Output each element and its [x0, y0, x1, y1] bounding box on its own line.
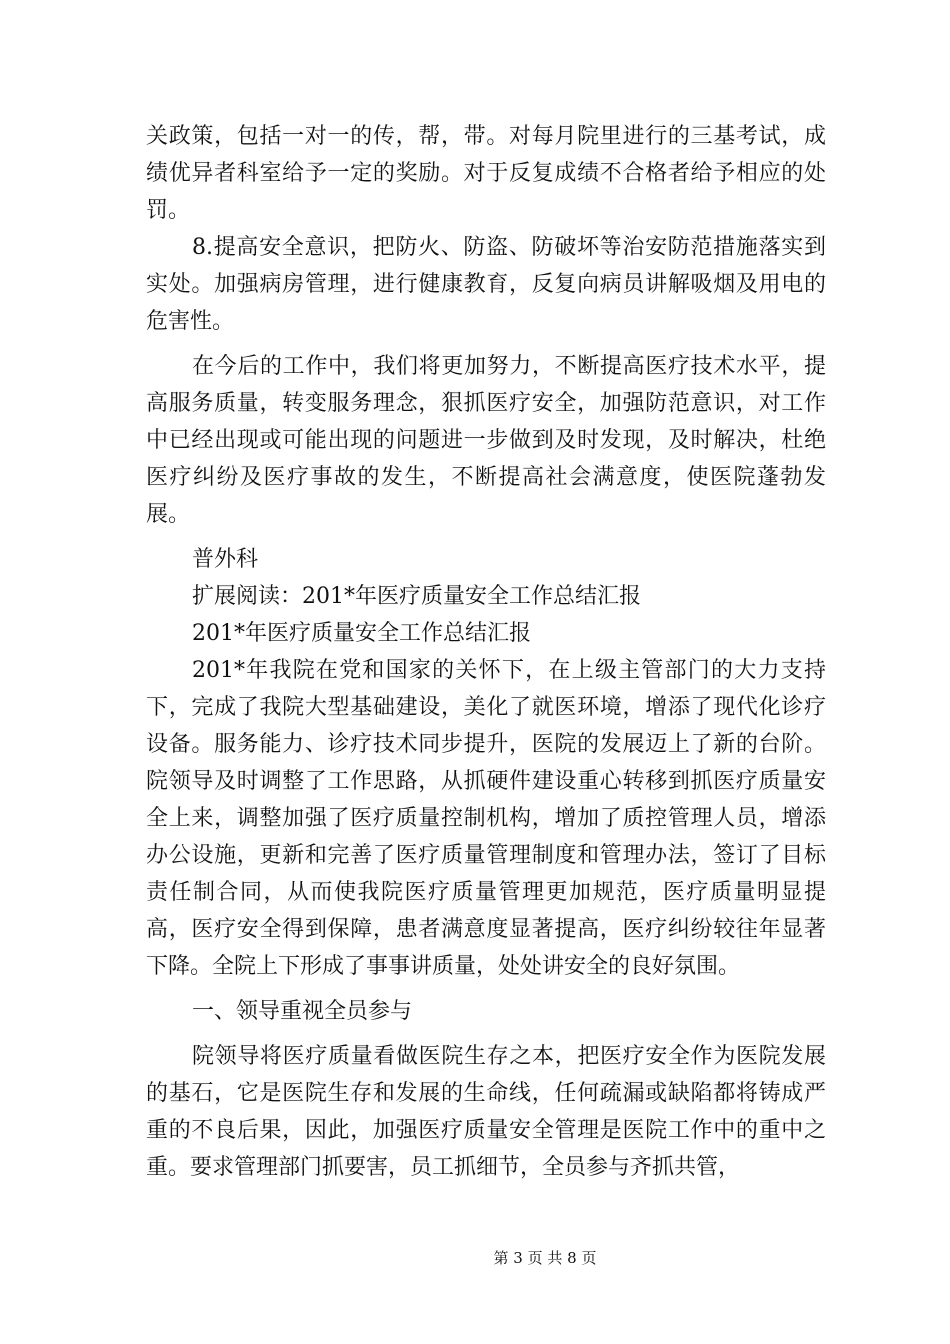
page-number: 第 3 页 共 8 页 — [493, 1249, 597, 1267]
section-heading-1: 一、领导重视全员参与 — [192, 999, 413, 1024]
paragraph-continuation: 关政策，包括一对一的传，帮，带。对每月院里进行的三基考试，成绩优异者科室给予一定的奖励。对于反复成绩不合格者给予相应的处罚。 — [146, 124, 826, 223]
page-footer — [0, 1247, 950, 1268]
report-title: 201*年医疗质量安全工作总结汇报 — [192, 621, 531, 646]
extended-reading-line: 扩展阅读：201*年医疗质量安全工作总结汇报 — [192, 584, 641, 609]
department-signature: 普外科 — [192, 547, 259, 572]
document-body — [146, 118, 826, 1186]
paragraph-section-1: 院领导将医疗质量看做医院生存之本，把医疗安全作为医院发展的基石，它是医院生存和发展的生命线，任何疏漏或缺陷都将铸成严重的不良后果，因此，加强医疗质量安全管理是医院工作中的重中之重。要求管理部门抓要害，员工抓细节，全员参与齐抓共管， — [146, 1044, 826, 1180]
paragraph-conclusion: 在今后的工作中，我们将更加努力，不断提高医疗技术水平，提高服务质量，转变服务理念，狠抓医疗安全，加强防范意识，对工作中已经出现或可能出现的问题进一步做到及时发现，及时解决，杜绝医疗纠纷及医疗事故的发生，不断提高社会满意度，使医院蓬勃发展。 — [146, 354, 826, 527]
paragraph-report-intro: 201*年我院在党和国家的关怀下，在上级主管部门的大力支持下，完成了我院大型基础建设，美化了就医环境，增添了现代化诊疗设备。服务能力、诊疗技术同步提升，医院的发展迈上了新的台阶。院领导及时调整了工作思路，从抓硬件建设重心转移到抓医疗质量安全上来，调整加强了医疗质量控制机构，增加了质控管理人员，增添办公设施，更新和完善了医疗质量管理制度和管理办法，签订了目标责任制合同，从而使我院医疗质量管理更加规范，医疗质量明显提高，医疗安全得到保障，患者满意度显著提高，医疗纠纷较往年显著下降。全院上下形成了事事讲质量，处处讲安全的良好氛围。 — [146, 658, 826, 979]
paragraph-item-8: 8.提高安全意识，把防火、防盗、防破坏等治安防范措施落实到实处。加强病房管理，进行健康教育，反复向病员讲解吸烟及用电的危害性。 — [146, 235, 826, 334]
